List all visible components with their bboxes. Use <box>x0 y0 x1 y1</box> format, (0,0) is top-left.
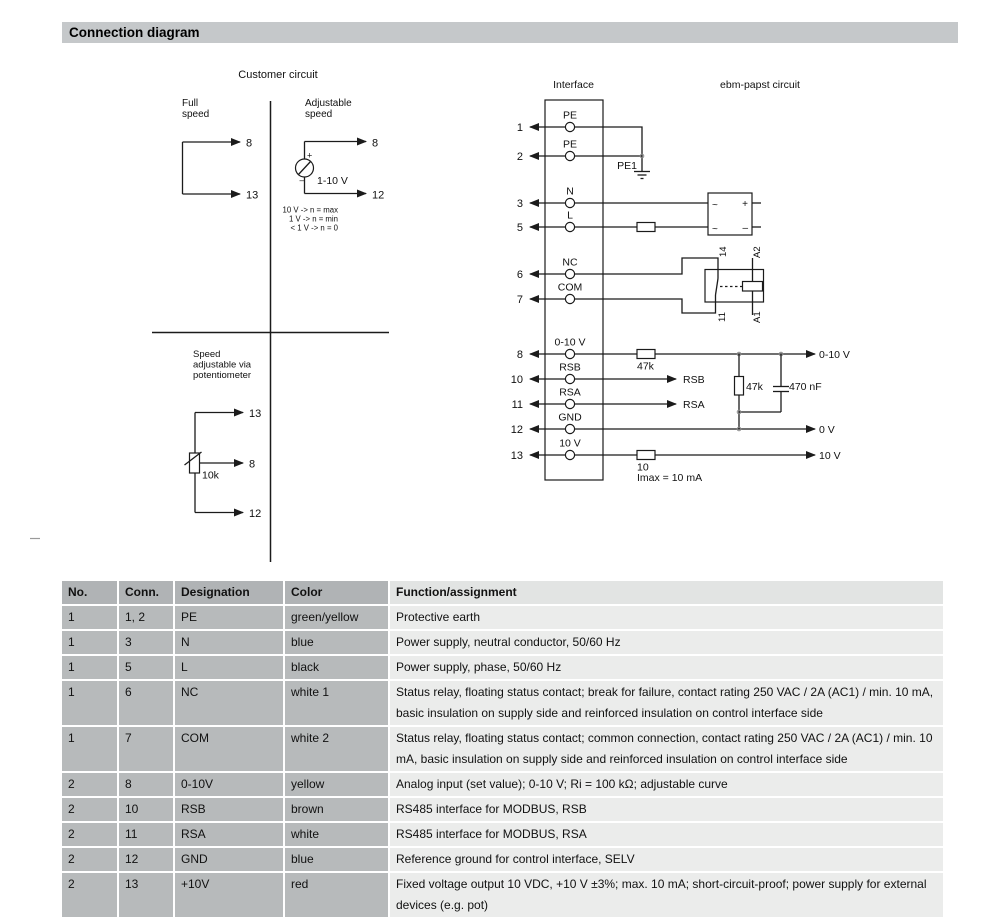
svg-text:11: 11 <box>511 399 523 411</box>
ebm-heading: ebm-papst circuit <box>720 79 800 91</box>
output-10v-label: 10 V <box>819 450 841 462</box>
series-resistor-icon <box>637 350 655 359</box>
terminal-contact-icon <box>565 424 574 433</box>
full-speed-pin-bottom: 13 <box>246 189 259 202</box>
relay-terminal-a1: A1 <box>752 311 763 323</box>
imax-label: Imax = 10 mA <box>637 472 703 484</box>
full-speed-label-1: Full <box>182 98 199 109</box>
terminal-5 <box>517 210 575 235</box>
terminal-8 <box>517 337 586 362</box>
table-row: 2 10 RSB brown RS485 interface for MODBUS, RSB <box>62 798 943 821</box>
adjustable-speed-label-1: Adjustable <box>305 98 352 109</box>
rectifier-ac-top: ~ <box>712 200 718 211</box>
terminal-2 <box>517 139 577 164</box>
output-0v-label: 0 V <box>819 424 835 436</box>
full-speed-circuit <box>182 98 258 202</box>
interface-heading: Interface <box>553 79 594 91</box>
terminal-contact-icon <box>565 122 574 131</box>
terminal-13 <box>511 438 581 463</box>
terminal-7 <box>517 282 582 307</box>
connection-table-wrap <box>60 579 945 919</box>
connection-table <box>60 579 945 919</box>
table-row: 1 5 L black Power supply, phase, 50/60 Hz <box>62 656 943 679</box>
svg-text:6: 6 <box>516 269 523 281</box>
pot-pin-mid: 8 <box>249 458 256 471</box>
terminal-contact-icon <box>565 349 574 358</box>
note-n-zero: < 1 V -> n = 0 <box>290 223 338 233</box>
adjustable-pin-top: 8 <box>372 137 379 150</box>
customer-circuit-heading: Customer circuit <box>238 69 318 81</box>
customer-circuit <box>30 69 389 562</box>
page-title: Connection diagram <box>69 25 200 40</box>
svg-text:1: 1 <box>516 122 523 134</box>
terminal-1 <box>517 110 577 135</box>
note-n-max: 10 V -> n = max <box>282 205 338 215</box>
pot-label-2: adjustable via <box>193 359 252 371</box>
table-row: 2 13 +10V red Fixed voltage output 10 VDC, +10 V ±3%; max. 10 mA; short-circuit-proof; power supply for external devices (e.g. pot) <box>62 873 943 917</box>
series-resistor-label: 47k <box>637 360 654 373</box>
adjustable-speed-circuit <box>283 98 385 233</box>
protective-earth-wiring <box>575 127 650 179</box>
terminal-contact-icon <box>565 450 574 459</box>
terminal-contact-icon <box>565 269 574 278</box>
svg-text:10 V: 10 V <box>559 437 581 450</box>
header-conn: Conn. <box>119 581 173 604</box>
supply-resistor-icon <box>637 451 655 460</box>
rectifier-minus: – <box>742 223 748 234</box>
svg-text:7: 7 <box>516 294 523 306</box>
table-row: 2 11 RSA white RS485 interface for MODBUS, RSA <box>62 823 943 846</box>
pot-label-1: Speed <box>193 349 221 360</box>
potentiometer-circuit <box>185 349 262 520</box>
svg-text:13: 13 <box>510 450 523 462</box>
svg-text:COM: COM <box>557 281 583 294</box>
header-function: Function/assignment <box>390 581 943 604</box>
relay-coil-icon <box>743 282 763 292</box>
svg-text:12: 12 <box>510 424 523 436</box>
adjustable-pin-bottom: 12 <box>372 189 385 202</box>
capacitor-label: 470 nF <box>789 381 822 393</box>
pot-value-label: 10k <box>202 469 219 482</box>
terminal-contact-icon <box>565 294 574 303</box>
terminal-contact-icon <box>565 151 574 160</box>
pot-label-3: potentiometer <box>193 370 252 381</box>
potentiometer-icon <box>190 453 200 473</box>
svg-text:RSA: RSA <box>559 386 581 399</box>
table-row: 2 8 0-10V yellow Analog input (set value); 0-10 V; Ri = 100 kΩ; adjustable curve <box>62 773 943 796</box>
svg-text:0-10 V: 0-10 V <box>554 336 586 349</box>
svg-text:RSB: RSB <box>559 361 581 374</box>
terminal-contact-icon <box>565 222 574 231</box>
adjustable-speed-label-2: speed <box>305 109 333 120</box>
source-plus-sign: + <box>307 150 313 161</box>
rectifier-ac-bottom: ~ <box>712 224 718 235</box>
terminal-12 <box>511 412 582 437</box>
fuse-icon <box>637 223 655 232</box>
terminal-11 <box>512 387 581 412</box>
svg-text:PE: PE <box>562 109 578 122</box>
svg-text:3: 3 <box>516 198 523 210</box>
table-header-row <box>62 581 943 604</box>
shunt-resistor-label: 47k <box>746 381 763 393</box>
svg-text:GND: GND <box>558 411 582 424</box>
header-designation: Designation <box>175 581 283 604</box>
rsb-out-label: RSB <box>683 374 705 386</box>
relay-terminal-11: 11 <box>717 312 728 322</box>
header-color: Color <box>285 581 388 604</box>
table-row: 1 1, 2 PE green/yellow Protective earth <box>62 606 943 629</box>
control-interface-wiring <box>575 349 850 484</box>
terminal-contact-icon <box>565 399 574 408</box>
full-speed-label-2: speed <box>182 109 210 120</box>
svg-text:10: 10 <box>510 374 523 386</box>
rsa-out-label: RSA <box>683 399 705 411</box>
note-n-min: 1 V -> n = min <box>289 214 338 224</box>
rectifier-plus: + <box>742 199 748 210</box>
terminal-contact-icon <box>565 198 574 207</box>
source-minus-sign: – <box>299 175 305 185</box>
relay-terminal-14: 14 <box>718 246 729 257</box>
table-row: 2 12 GND blue Reference ground for control interface, SELV <box>62 848 943 871</box>
svg-text:5: 5 <box>516 222 523 234</box>
svg-text:N: N <box>566 185 574 198</box>
table-row: 1 7 COM white 2 Status relay, floating status contact; common connection, contact rating 250 VAC / 2A (AC1) / min. 10 mA, basic insulation on supply side and reinforced insulation on control interface side <box>62 727 943 771</box>
pot-pin-bottom: 12 <box>249 508 262 520</box>
interface-strip <box>511 79 603 480</box>
table-row: 1 6 NC white 1 Status relay, floating status contact; break for failure, contact rating 250 VAC / 2A (AC1) / min. 10 mA, basic insulation on supply side and reinforced insulation on control interface side <box>62 681 943 725</box>
svg-text:L: L <box>567 209 573 222</box>
table-row: 1 3 N blue Power supply, neutral conductor, 50/60 Hz <box>62 631 943 654</box>
terminal-10 <box>511 362 581 387</box>
svg-text:2: 2 <box>516 151 523 163</box>
shunt-resistor-icon <box>735 377 744 396</box>
pe1-label: PE1 <box>617 160 637 172</box>
svg-text:8: 8 <box>516 349 523 361</box>
terminal-6 <box>517 257 578 282</box>
pot-pin-top: 13 <box>249 408 262 420</box>
output-0-10v-label: 0-10 V <box>819 349 850 361</box>
terminal-contact-icon <box>565 374 574 383</box>
ebm-papst-circuit <box>575 79 850 484</box>
terminal-3 <box>517 186 575 211</box>
svg-text:PE: PE <box>562 138 578 151</box>
source-value-label: 1-10 V <box>317 175 348 187</box>
header-no: No. <box>62 581 117 604</box>
full-speed-pin-top: 8 <box>246 137 253 150</box>
supply-resistor-label: 10 <box>637 461 649 474</box>
svg-text:NC: NC <box>562 256 578 269</box>
relay-terminal-a2: A2 <box>752 246 763 258</box>
